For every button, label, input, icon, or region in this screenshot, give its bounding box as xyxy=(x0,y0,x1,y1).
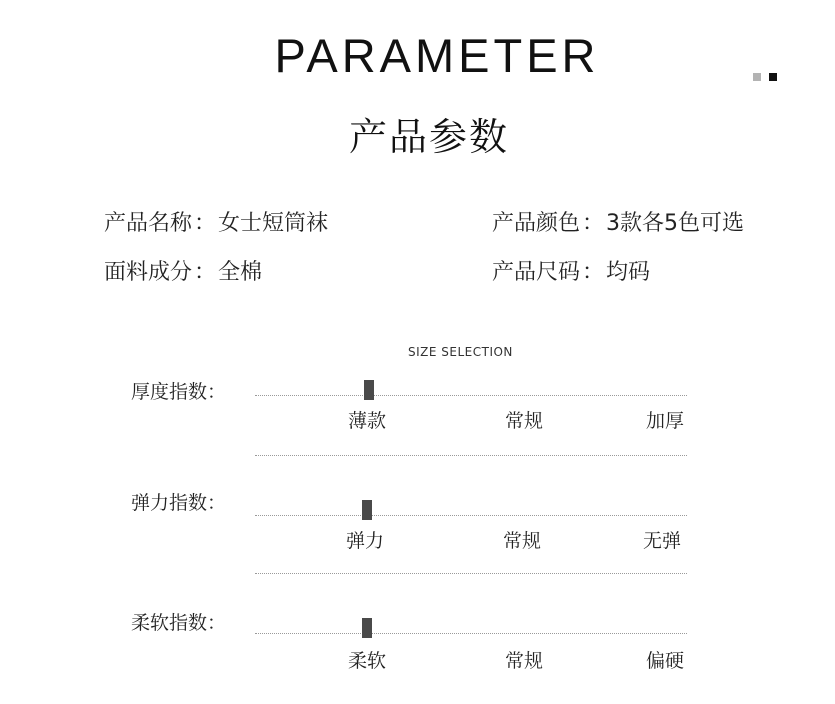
spec-fabric xyxy=(104,255,262,286)
scale-option-2: 常规 xyxy=(505,650,544,672)
page-title-en: PARAMETER xyxy=(274,29,600,82)
scale-option-2: 常规 xyxy=(505,410,544,432)
spec-separator: ： xyxy=(194,260,217,285)
scale-option-1: 柔软 xyxy=(348,650,387,672)
scale-marker xyxy=(364,380,374,400)
spec-value: 3款各5色可选 xyxy=(606,211,745,236)
decor-square-black xyxy=(769,73,777,81)
spec-value: 全棉 xyxy=(218,260,263,285)
decor-square-grey xyxy=(753,73,761,81)
scale-row-label: 柔软指数： xyxy=(131,612,227,634)
scale-option-1: 弹力 xyxy=(346,530,385,552)
scale-row-label: 弹力指数： xyxy=(131,492,227,514)
spec-label: 产品颜色 xyxy=(492,211,581,236)
page-title-cn: 产品参数 xyxy=(348,115,509,159)
scale-track xyxy=(255,515,687,516)
scale-option-3: 加厚 xyxy=(646,410,685,432)
spec-label: 产品尺码 xyxy=(492,260,581,285)
scale-row-label: 厚度指数： xyxy=(131,381,227,403)
size-selection-heading: SIZE SELECTION xyxy=(408,345,513,359)
spec-product-size xyxy=(492,255,650,286)
spec-value: 女士短筒袜 xyxy=(218,211,329,236)
scale-option-3: 偏硬 xyxy=(646,650,685,672)
scale-option-1: 薄款 xyxy=(348,410,387,432)
spec-label: 面料成分 xyxy=(104,260,193,285)
scale-marker xyxy=(362,618,372,638)
spec-separator: ： xyxy=(582,211,605,236)
spec-separator: ： xyxy=(194,211,217,236)
scale-option-3: 无弹 xyxy=(643,530,682,552)
scale-track xyxy=(255,395,687,396)
spec-label: 产品名称 xyxy=(104,211,193,236)
spec-product-name xyxy=(104,206,328,237)
scale-marker xyxy=(362,500,372,520)
spec-value: 均码 xyxy=(606,260,651,285)
row-divider xyxy=(255,455,687,456)
spec-separator: ： xyxy=(582,260,605,285)
scale-track xyxy=(255,633,687,634)
scale-option-2: 常规 xyxy=(503,530,542,552)
row-divider xyxy=(255,573,687,574)
spec-product-color xyxy=(492,206,744,237)
